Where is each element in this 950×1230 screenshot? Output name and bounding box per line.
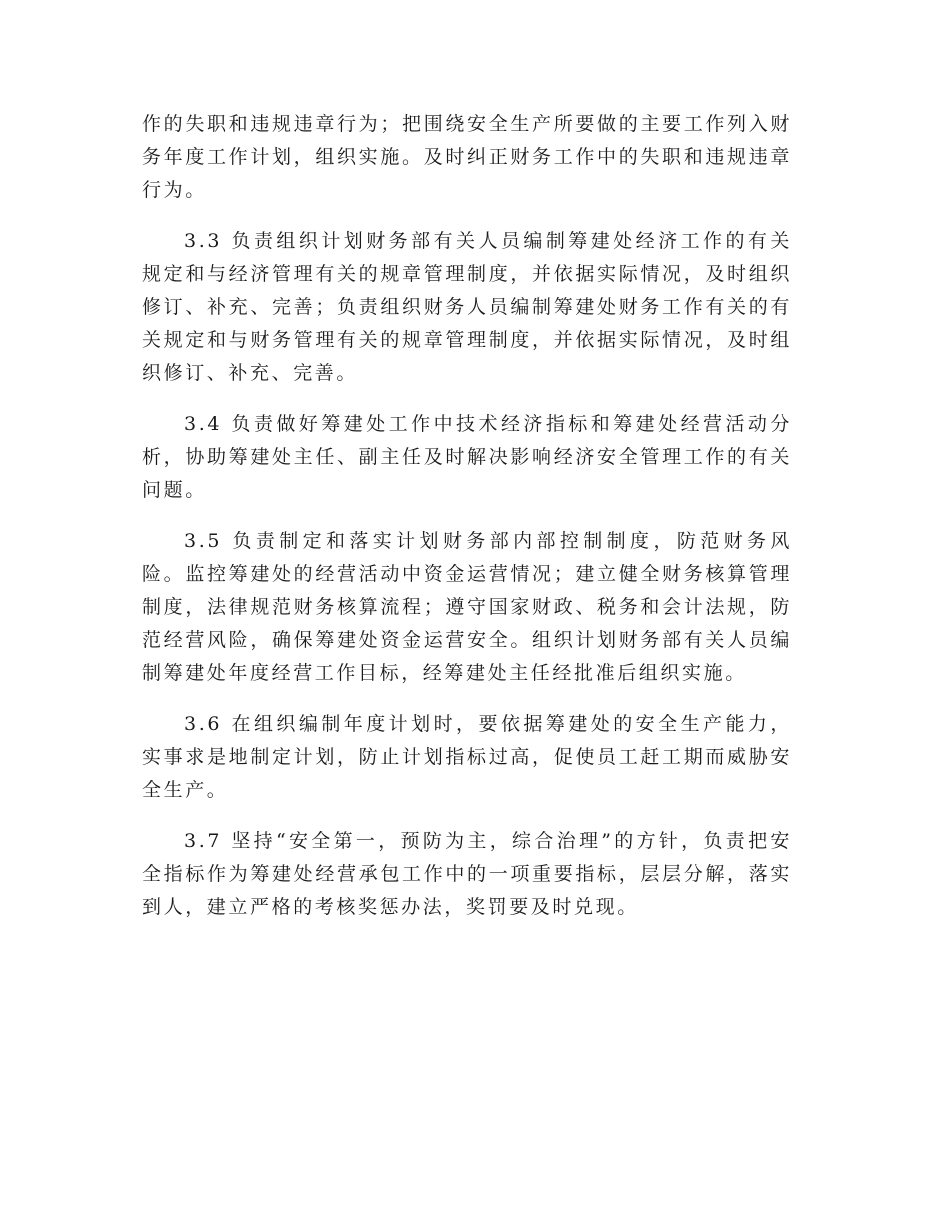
paragraph-3-3: 3.3 负责组织计划财务部有关人员编制筹建处经济工作的有关规定和与经济管理有关的规章管理制度，并依据实际情况，及时组织修订、补充、完善；负责组织财务人员编制筹建处财务工作有关的有关规定和与财务管理有关的规章管理制度，并依据实际情况，及时组织修订、补充、完善。 [142,230,792,384]
paragraph-3-7: 3.7 坚持“安全第一，预防为主，综合治理”的方针，负责把安全指标作为筹建处经营承包工作中的一项重要指标，层层分解，落实到人，建立严格的考核奖惩办法，奖罚要及时兑现。 [142,830,792,918]
paragraph-3-6: 3.6 在组织编制年度计划时，要依据筹建处的安全生产能力，实事求是地制定计划，防止计划指标过高，促使员工赶工期而威胁安全生产。 [142,713,792,801]
document-body [142,108,792,942]
paragraph-3-4: 3.4 负责做好筹建处工作中技术经济指标和筹建处经营活动分析，协助筹建处主任、副主任及时解决影响经济安全管理工作的有关问题。 [142,413,792,501]
paragraph-3-5: 3.5 负责制定和落实计划财务部内部控制制度，防范财务风险。监控筹建处的经营活动中资金运营情况；建立健全财务核算管理制度，法律规范财务核算流程；遵守国家财政、税务和会计法规，防范经营风险，确保筹建处资金运营安全。组织计划财务部有关人员编制筹建处年度经营工作目标，经筹建处主任经批准后组织实施。 [142,530,792,684]
paragraph-continuation: 作的失职和违规违章行为；把围绕安全生产所要做的主要工作列入财务年度工作计划，组织实施。及时纠正财务工作中的失职和违规违章行为。 [142,113,792,201]
